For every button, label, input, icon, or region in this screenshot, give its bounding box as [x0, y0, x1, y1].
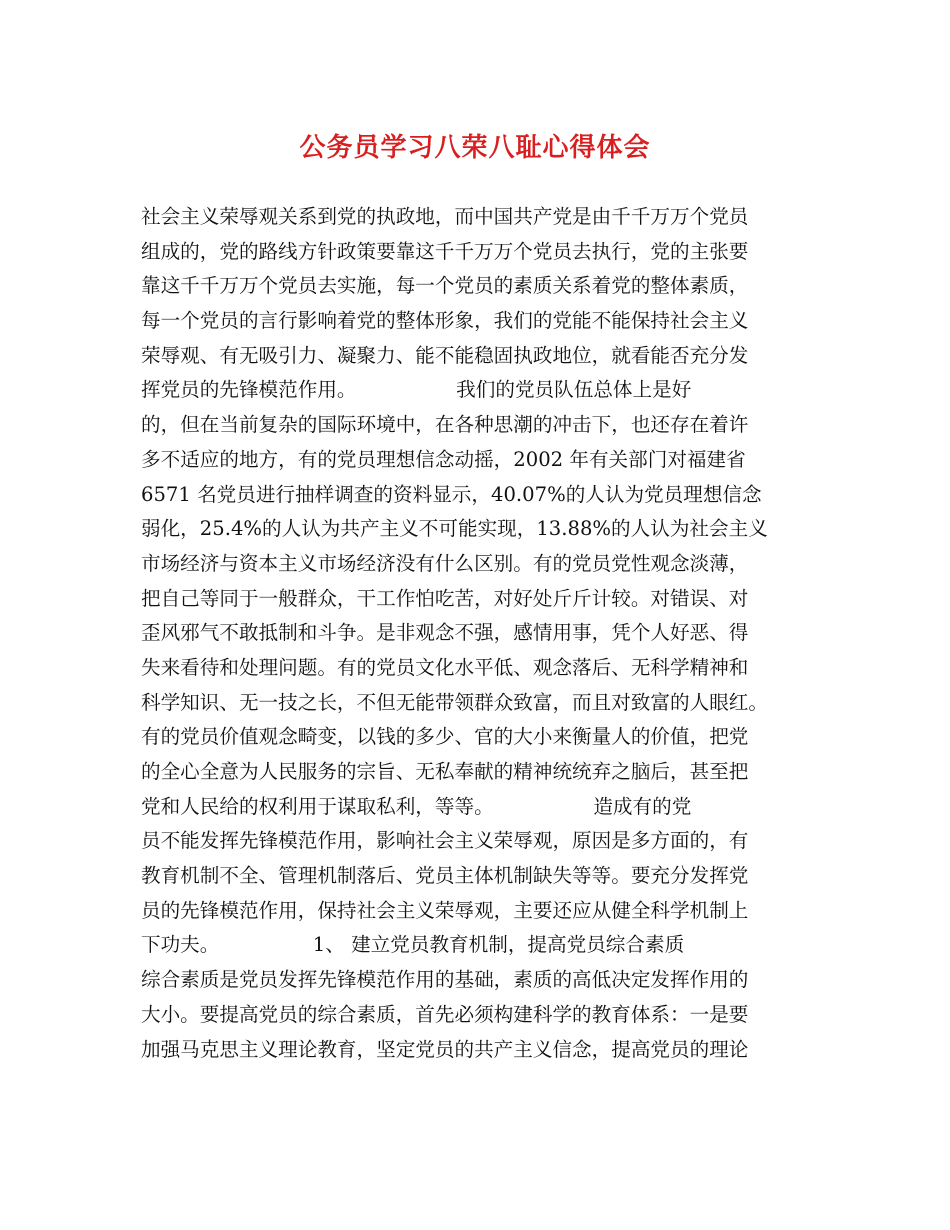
body-line: 的全心全意为人民服务的宗旨、无私奉献的精神统统弃之脑后，甚至把 — [141, 760, 749, 783]
body-line: 科学知识、无一技之长，不但无能带领群众致富，而且对致富的人眼红。 — [141, 690, 768, 714]
body-line: 组成的，党的路线方针政策要靠这千千万万个党员去执行，党的主张要 — [141, 239, 749, 263]
body-line: 综合素质是党员发挥先锋模范作用的基础，素质的高低决定发挥作用的 — [141, 968, 749, 992]
body-line: 多不适应的地方，有的党员理想信念动摇，2002 年有关部门对福建省 — [141, 447, 746, 471]
body-line: 的，但在当前复杂的国际环境中，在各种思潮的冲击下，也还存在着许 — [141, 413, 749, 437]
body-line: 歪风邪气不敢抵制和斗争。是非观念不强，感情用事，凭个人好恶、得 — [141, 621, 749, 645]
body-line: 教育机制不全、管理机制落后、党员主体机制缺失等等。要充分发挥党 — [141, 864, 749, 888]
body-line: 大小。要提高党员的综合素质，首先必须构建科学的教育体系：一是要 — [141, 1002, 749, 1026]
body-line: 市场经济与资本主义市场经济没有什么区别。有的党员党性观念淡薄， — [141, 551, 749, 575]
body-line: 挥党员的先锋模范作用。 我们的党员队伍总体上是好 — [141, 378, 692, 402]
body-line: 失来看待和处理问题。有的党员文化水平低、观念落后、无科学精神和 — [141, 655, 749, 679]
body-line: 加强马克思主义理论教育，坚定党员的共产主义信念，提高党员的理论 — [141, 1037, 749, 1061]
body-line: 靠这千千万万个党员去实施，每一个党员的素质关系着党的整体素质， — [141, 274, 749, 298]
body-line: 党和人民给的权利用于谋取私利，等等。 造成有的党 — [141, 794, 692, 818]
body-line: 荣辱观、有无吸引力、凝聚力、能不能稳固执政地位，就看能否充分发 — [141, 343, 749, 367]
body-line: 员不能发挥先锋模范作用，影响社会主义荣辱观，原因是多方面的，有 — [141, 829, 749, 853]
body-line: 每一个党员的言行影响着党的整体形象，我们的党能不能保持社会主义 — [141, 309, 749, 333]
document-title: 公务员学习八荣八耻心得体会 — [299, 133, 651, 163]
document-body — [141, 200, 841, 1067]
body-line: 弱化，25.4%的人认为共产主义不可能实现，13.88%的人认为社会主义 — [141, 517, 768, 541]
body-line: 有的党员价值观念畸变，以钱的多少、官的大小来衡量人的价值，把党 — [141, 725, 749, 749]
body-line: 下功夫。 1、 建立党员教育机制，提高党员综合素质 — [141, 933, 685, 957]
body-line: 6571 名党员进行抽样调查的资料显示，40.07%的人认为党员理想信念 — [141, 482, 762, 506]
body-line: 社会主义荣辱观关系到党的执政地，而中国共产党是由千千万万个党员 — [141, 205, 749, 228]
body-line: 把自己等同于一般群众，干工作怕吃苦，对好处斤斤计较。对错误、对 — [141, 586, 749, 610]
body-line: 员的先锋模范作用，保持社会主义荣辱观，主要还应从健全科学机制上 — [141, 898, 749, 922]
